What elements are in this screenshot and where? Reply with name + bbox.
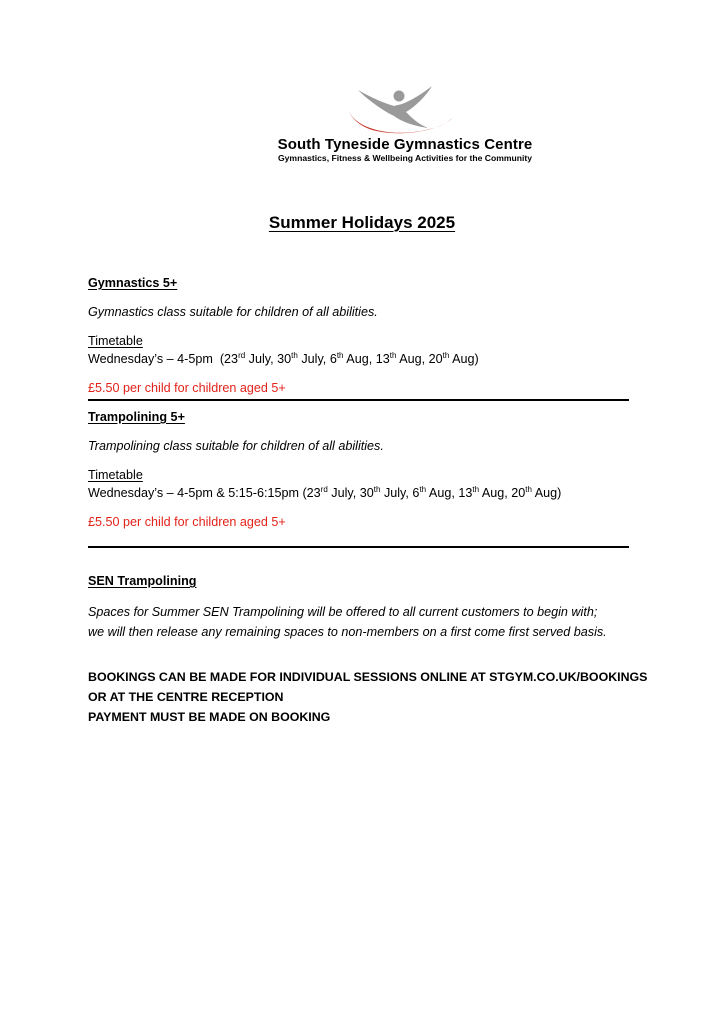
- booking-info: [88, 667, 648, 727]
- trampolining-section: [88, 408, 633, 531]
- date-day: 13: [375, 352, 390, 366]
- date-month: Aug,: [479, 486, 512, 500]
- organisation-tagline: Gymnastics, Fitness & Wellbeing Activities for the Community: [277, 153, 533, 163]
- schedule-date: [360, 486, 413, 500]
- schedule-date: [330, 352, 376, 366]
- date-day: 23: [224, 352, 239, 366]
- page-title: Summer Holidays 2025: [268, 213, 456, 232]
- schedule-date: [458, 486, 511, 500]
- sen-description: [88, 602, 633, 642]
- date-day: 6: [412, 486, 420, 500]
- date-day: 20: [428, 352, 443, 366]
- date-suffix: th: [442, 351, 450, 360]
- date-month: Aug): [449, 352, 479, 366]
- gymnastics-section: [88, 274, 633, 397]
- trampolining-timetable-label: Timetable: [88, 468, 143, 482]
- trampolining-schedule: [88, 484, 633, 502]
- date-suffix: th: [291, 351, 298, 360]
- date-suffix: th: [472, 485, 480, 494]
- schedule-date: [511, 486, 561, 500]
- gymnastics-heading: Gymnastics 5+: [88, 276, 178, 290]
- date-suffix: th: [373, 485, 381, 494]
- trampolining-price: £5.50 per child for children aged 5+: [88, 515, 286, 529]
- date-month: July,: [297, 352, 330, 366]
- schedule-date: [224, 352, 277, 366]
- schedule-date: [376, 352, 429, 366]
- date-suffix: rd: [320, 485, 328, 494]
- date-day: 20: [511, 486, 526, 500]
- date-month: Aug,: [396, 352, 429, 366]
- booking-line: PAYMENT MUST BE MADE ON BOOKING: [88, 710, 331, 724]
- gymnastics-schedule-prefix: Wednesday’s – 4-5pm (: [88, 352, 225, 366]
- schedule-date: [277, 352, 330, 366]
- date-suffix: th: [525, 485, 532, 494]
- booking-line: BOOKINGS CAN BE MADE FOR INDIVIDUAL SESSIONS ONLINE AT STGYM.CO.UK/BOOKINGS: [88, 670, 648, 684]
- gymnastics-schedule: [88, 350, 633, 368]
- date-day: 30: [359, 486, 374, 500]
- section-divider: [88, 546, 629, 548]
- trampolining-schedule-prefix: Wednesday’s – 4-5pm & 5:15-6:15pm (: [88, 486, 307, 500]
- date-day: 6: [329, 352, 337, 366]
- date-month: Aug,: [343, 352, 376, 366]
- date-suffix: rd: [238, 351, 246, 360]
- date-day: 30: [277, 352, 292, 366]
- date-month: July,: [245, 352, 278, 366]
- gymnastics-timetable-label: Timetable: [88, 334, 143, 348]
- date-month: July,: [380, 486, 413, 500]
- date-month: Aug,: [426, 486, 459, 500]
- gymnastics-description: Gymnastics class suitable for children of all abilities.: [88, 305, 378, 319]
- date-suffix: th: [389, 351, 397, 360]
- gymnast-swoosh-logo-icon: [342, 84, 462, 140]
- date-day: 23: [306, 486, 321, 500]
- schedule-date: [412, 486, 458, 500]
- date-month: July,: [327, 486, 360, 500]
- trampolining-heading: Trampolining 5+: [88, 410, 185, 424]
- sen-description-line: we will then release any remaining spaces to non-members on a first come first served basis.: [88, 625, 607, 639]
- date-suffix: th: [419, 485, 427, 494]
- schedule-date: [429, 352, 479, 366]
- logo-head: [394, 91, 405, 102]
- booking-line: OR AT THE CENTRE RECEPTION: [88, 690, 284, 704]
- section-divider: [88, 399, 629, 401]
- trampolining-description: Trampolining class suitable for children of all abilities.: [88, 439, 384, 453]
- schedule-date: [307, 486, 360, 500]
- date-month: Aug): [531, 486, 562, 500]
- sen-heading: SEN Trampolining: [88, 574, 197, 588]
- date-day: 13: [458, 486, 473, 500]
- gymnastics-price: £5.50 per child for children aged 5+: [88, 381, 286, 395]
- sen-section: [88, 572, 633, 642]
- date-suffix: th: [336, 351, 344, 360]
- sen-description-line: Spaces for Summer SEN Trampolining will be offered to all current customers to begin with;: [88, 605, 598, 619]
- organisation-name: South Tyneside Gymnastics Centre: [277, 136, 533, 153]
- organisation-logo: [230, 84, 580, 164]
